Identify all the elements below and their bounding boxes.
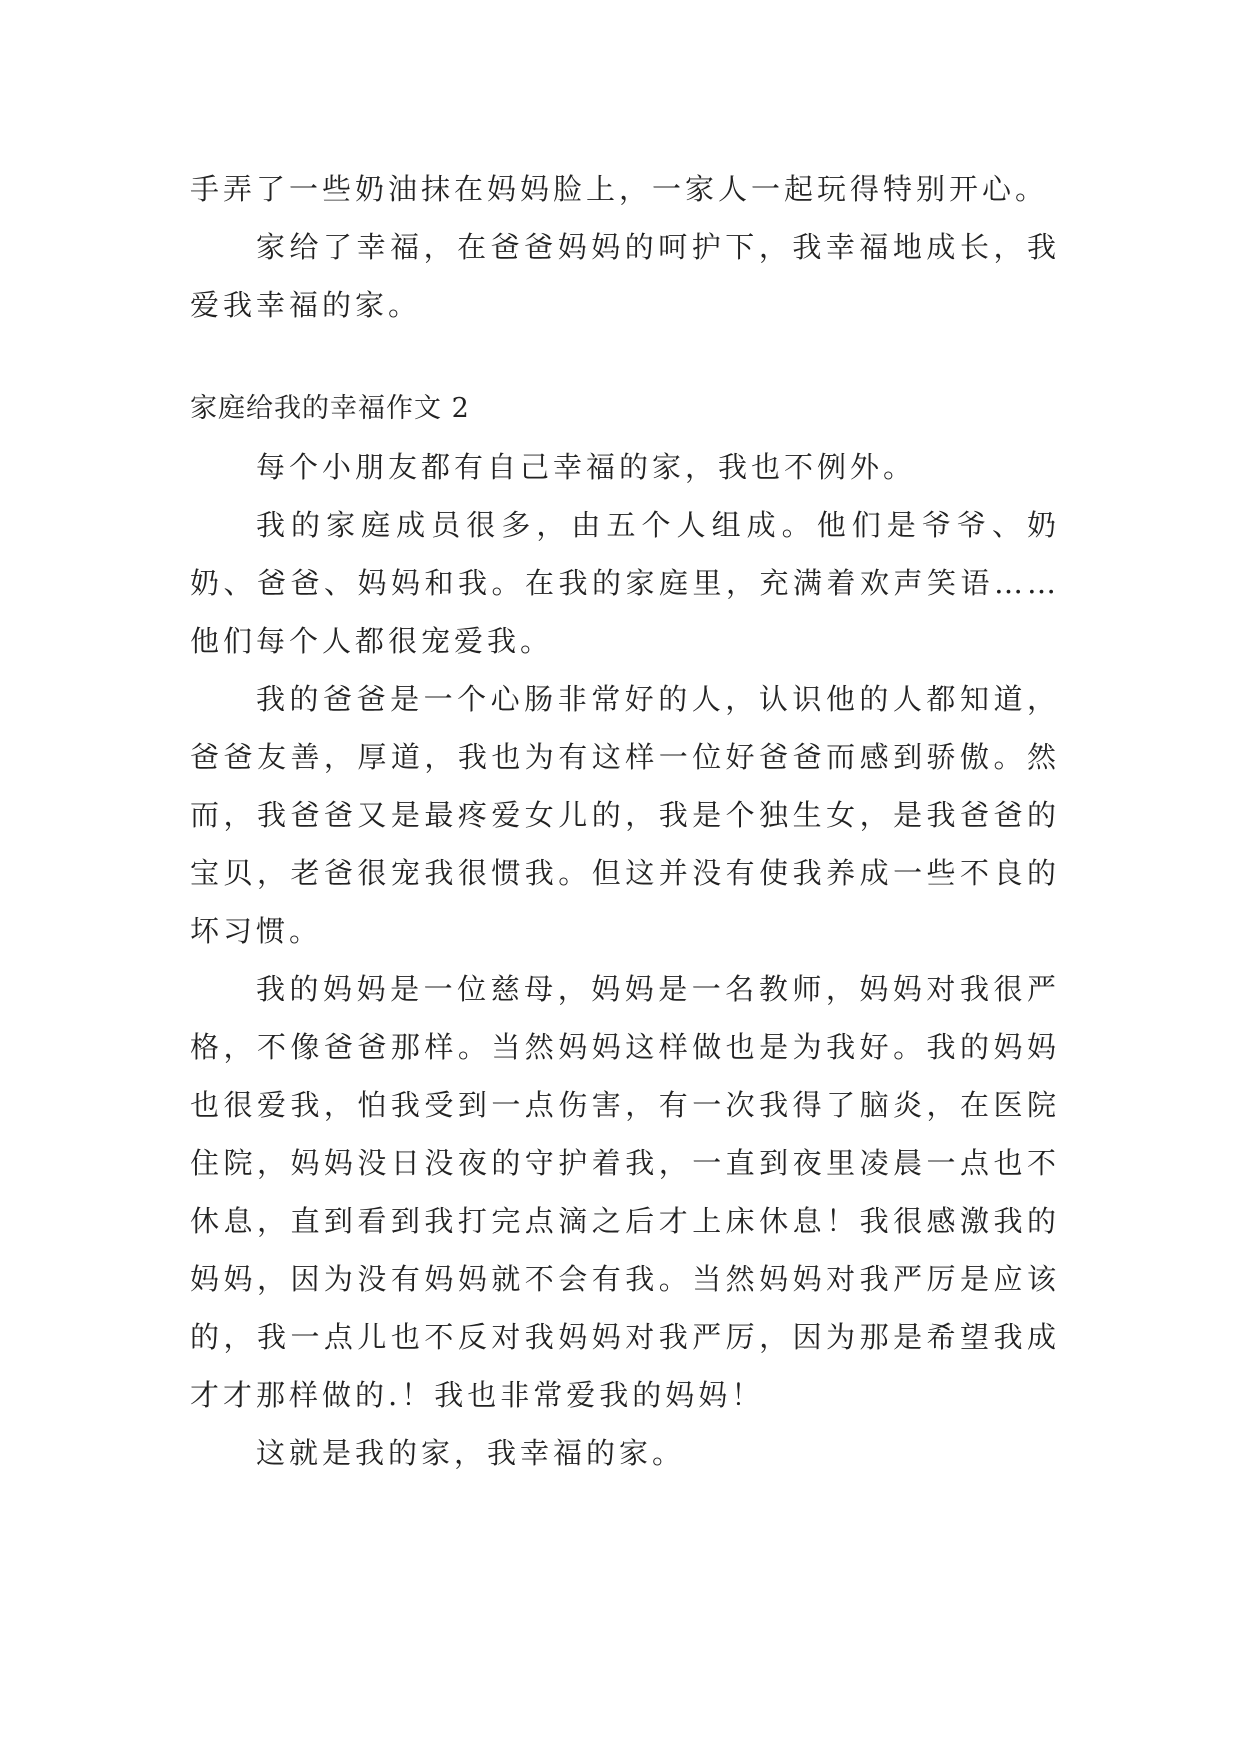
paragraph: 我的爸爸是一个心肠非常好的人，认识他的人都知道，爸爸友善，厚道，我也为有这样一位好爸爸而感到骄傲。然而，我爸爸又是最疼爱女儿的，我是个独生女，是我爸爸的宝贝，老爸很宠我很惯我。但这并没有使我养成一些不良的坏习惯。: [190, 682, 1060, 948]
paragraph: 家给了幸福，在爸爸妈妈的呵护下，我幸福地成长，我爱我幸福的家。: [190, 230, 1060, 322]
paragraph-continuation: 手弄了一些奶油抹在妈妈脸上，一家人一起玩得特别开心。: [190, 172, 1049, 206]
paragraph: 我的家庭成员很多，由五个人组成。他们是爷爷、奶奶、爸爸、妈妈和我。在我的家庭里，充满着欢声笑语……他们每个人都很宠爱我。: [190, 508, 1060, 658]
document-content: [190, 160, 1060, 1482]
paragraph: 每个小朋友都有自己幸福的家，我也不例外。: [256, 450, 917, 484]
paragraph: 这就是我的家，我幸福的家。: [256, 1436, 686, 1470]
essay-heading: 家庭给我的幸福作文 2: [190, 393, 470, 424]
paragraph: 我的妈妈是一位慈母，妈妈是一名教师，妈妈对我很严格，不像爸爸那样。当然妈妈这样做也是为我好。我的妈妈也很爱我，怕我受到一点伤害，有一次我得了脑炎，在医院住院，妈妈没日没夜的守护着我，一直到夜里凌晨一点也不休息，直到看到我打完点滴之后才上床休息！我很感激我的妈妈，因为没有妈妈就不会有我。当然妈妈对我严厉是应该的，我一点儿也不反对我妈妈对我严厉，因为那是希望我成才才那样做的.！我也非常爱我的妈妈！: [190, 972, 1060, 1412]
